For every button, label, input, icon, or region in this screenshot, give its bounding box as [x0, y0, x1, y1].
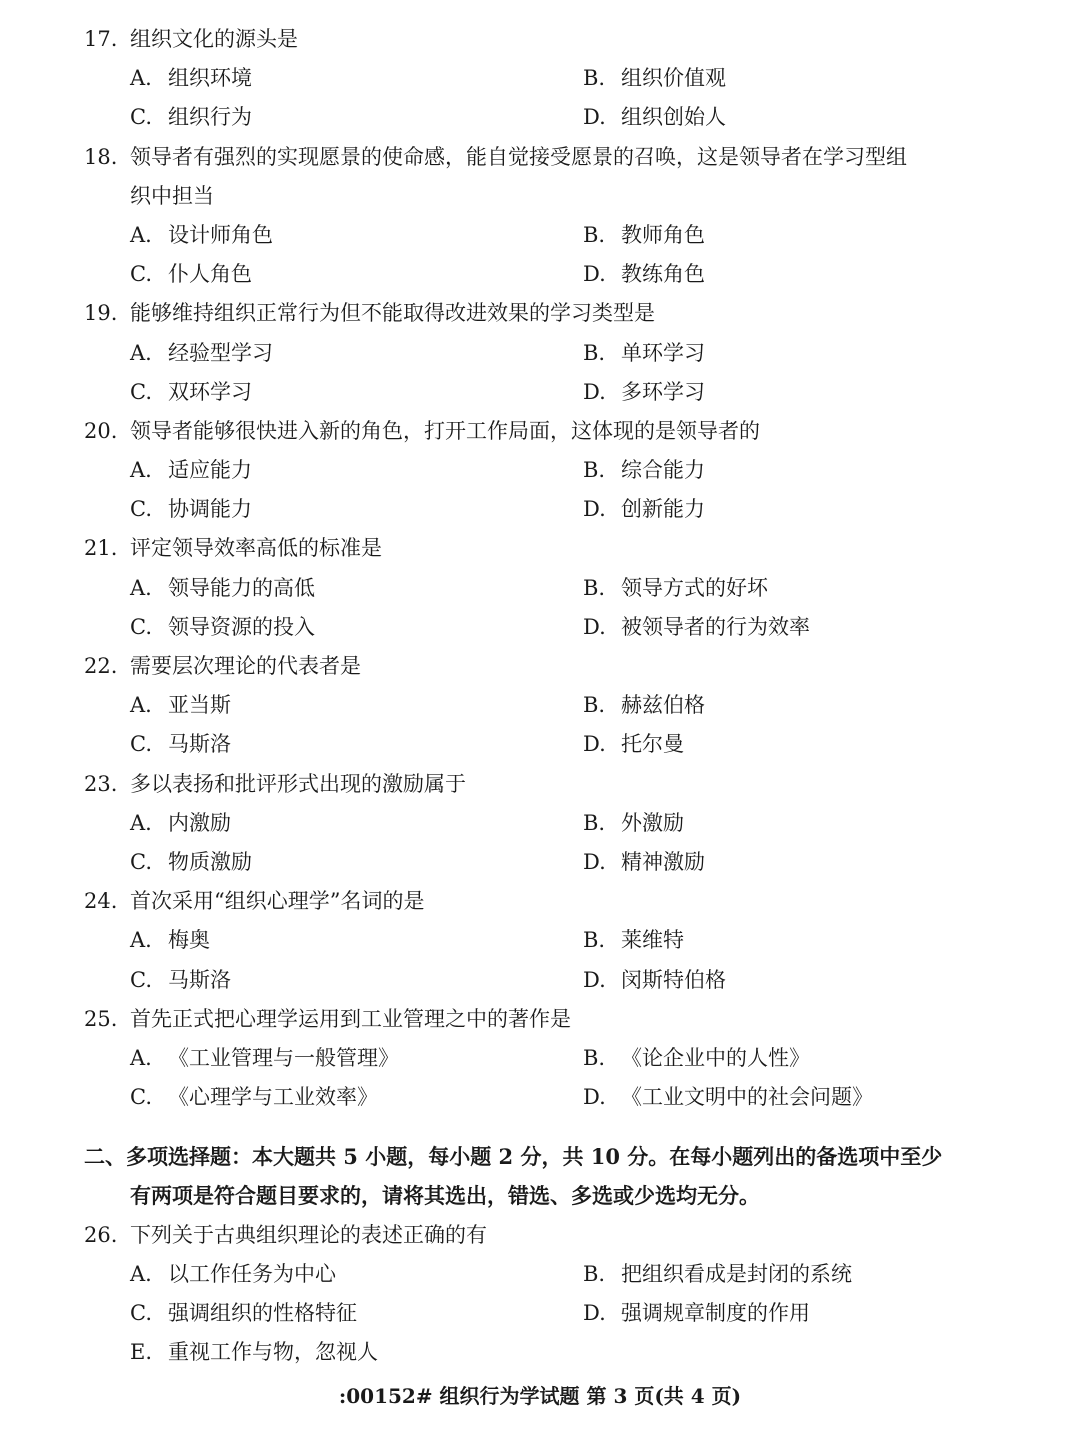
- option-text: 双环学习: [168, 379, 252, 404]
- option-text: 以工作任务为中心: [168, 1261, 336, 1286]
- question-stem: [0, 412, 1080, 451]
- option-label: A.: [130, 693, 152, 718]
- option-text: 组织价值观: [621, 66, 726, 91]
- option-label: D.: [583, 379, 606, 404]
- option-label: C.: [130, 1085, 152, 1110]
- option-a: [130, 216, 273, 255]
- option-text: 闵斯特伯格: [621, 967, 726, 992]
- option-row: [0, 334, 1080, 373]
- option-d: [583, 1294, 810, 1333]
- option-a: [130, 686, 231, 725]
- option-text: 莱维特: [621, 928, 684, 953]
- question-22: [0, 647, 1080, 765]
- option-text: 被领导者的行为效率: [621, 614, 810, 639]
- question-number: 23.: [84, 771, 118, 796]
- option-text: 单环学习: [621, 340, 705, 365]
- option-text: 强调组织的性格特征: [168, 1301, 357, 1325]
- option-text: 外激励: [621, 810, 684, 835]
- option-label: D.: [583, 262, 606, 287]
- option-row: [0, 216, 1080, 255]
- option-text: 把组织看成是封闭的系统: [621, 1261, 852, 1286]
- question-24: [0, 882, 1080, 1000]
- option-label: B.: [583, 340, 606, 365]
- option-label: B.: [583, 1045, 606, 1070]
- option-text: 领导能力的高低: [168, 575, 315, 600]
- question-text: 需要层次理论的代表者是: [130, 654, 361, 678]
- option-label: C.: [130, 379, 152, 404]
- option-text: 组织环境: [168, 66, 252, 91]
- option-row: [0, 1078, 1080, 1117]
- question-number: 19.: [84, 301, 118, 326]
- option-a: [130, 804, 231, 843]
- question-text: 评定领导效率高低的标准是: [130, 536, 382, 561]
- option-label: C.: [130, 849, 152, 874]
- question-text: 首先正式把心理学运用到工业管理之中的著作是: [130, 1006, 571, 1031]
- question-stem: [0, 1216, 1080, 1255]
- option-row: [0, 725, 1080, 764]
- question-stem: [0, 1000, 1080, 1039]
- option-d: [583, 961, 726, 1000]
- option-label: C.: [130, 105, 152, 130]
- option-text: 教练角色: [621, 262, 705, 287]
- question-list: [0, 20, 1080, 1372]
- option-b: [583, 451, 705, 490]
- option-label: A.: [130, 1045, 152, 1070]
- option-label: D.: [583, 105, 606, 130]
- option-d: [583, 490, 705, 529]
- option-a: [130, 1039, 399, 1078]
- option-b: [583, 1255, 852, 1294]
- question-text: 领导者有强烈的实现愿景的使命感，能自觉接受愿景的召唤，这是领导者在学习型组: [130, 144, 907, 169]
- option-text: 托尔曼: [621, 732, 684, 757]
- option-label: A.: [130, 928, 152, 953]
- option-label: B.: [583, 693, 606, 718]
- option-e: [130, 1333, 378, 1372]
- option-c: [130, 608, 315, 647]
- option-c: [130, 98, 252, 137]
- option-row: [0, 1039, 1080, 1078]
- question-stem-continued: [0, 177, 1080, 216]
- option-text: 设计师角色: [168, 222, 273, 247]
- question-text: 织中担当: [130, 183, 214, 208]
- option-b: [583, 921, 684, 960]
- option-row: [0, 59, 1080, 98]
- option-text: 内激励: [168, 810, 231, 835]
- option-b: [583, 334, 705, 373]
- question-25: [0, 1000, 1080, 1118]
- option-text: 《工业管理与一般管理》: [168, 1045, 399, 1070]
- question-number: 25.: [84, 1006, 118, 1031]
- section-heading-line: [0, 1137, 1080, 1176]
- option-b: [583, 216, 705, 255]
- question-stem: [0, 882, 1080, 921]
- question-number: 20.: [84, 418, 118, 443]
- option-d: [583, 98, 726, 137]
- option-row: [0, 843, 1080, 882]
- option-row: [0, 804, 1080, 843]
- option-c: [130, 843, 252, 882]
- option-c: [130, 1078, 378, 1117]
- option-label: D.: [583, 732, 606, 757]
- option-row: [0, 255, 1080, 294]
- option-row: [0, 1294, 1080, 1333]
- option-row: [0, 1333, 1080, 1372]
- option-row: [0, 98, 1080, 137]
- option-text: 精神激励: [621, 849, 705, 874]
- question-number: 24.: [84, 889, 118, 914]
- option-label: B.: [583, 66, 606, 91]
- option-label: D.: [583, 967, 606, 992]
- option-text: 《心理学与工业效率》: [168, 1085, 378, 1110]
- question-number: 26.: [84, 1222, 118, 1247]
- option-label: B.: [583, 458, 606, 483]
- option-label: A.: [130, 575, 152, 600]
- option-label: D.: [583, 849, 606, 874]
- option-a: [130, 451, 252, 490]
- question-stem: [0, 765, 1080, 804]
- question-26: [0, 1216, 1080, 1373]
- option-label: B.: [583, 928, 606, 953]
- option-label: D.: [583, 614, 606, 639]
- option-label: C.: [130, 1301, 152, 1325]
- option-a: [130, 1255, 336, 1294]
- question-text: 能够维持组织正常行为但不能取得改进效果的学习类型是: [130, 301, 655, 326]
- option-d: [583, 725, 684, 764]
- page-footer: :00152# 组织行为学试题 第 3 页(共 4 页): [338, 1384, 742, 1408]
- option-d: [583, 843, 705, 882]
- option-row: [0, 1255, 1080, 1294]
- question-21: [0, 529, 1080, 647]
- option-text: 协调能力: [168, 497, 252, 522]
- option-d: [583, 255, 705, 294]
- option-row: [0, 373, 1080, 412]
- option-b: [583, 59, 726, 98]
- section-gap: [0, 1117, 1080, 1137]
- option-label: A.: [130, 340, 152, 365]
- option-c: [130, 255, 252, 294]
- option-row: [0, 686, 1080, 725]
- question-stem: [0, 20, 1080, 59]
- option-c: [130, 961, 231, 1000]
- option-label: D.: [583, 497, 606, 522]
- option-label: C.: [130, 497, 152, 522]
- option-a: [130, 59, 252, 98]
- option-text: 领导资源的投入: [168, 614, 315, 639]
- option-text: 物质激励: [168, 849, 252, 874]
- option-text: 经验型学习: [168, 340, 273, 365]
- option-text: 多环学习: [621, 379, 705, 404]
- option-d: [583, 1078, 873, 1117]
- option-c: [130, 373, 252, 412]
- option-text: 亚当斯: [168, 693, 231, 718]
- option-text: 马斯洛: [168, 732, 231, 757]
- question-stem: [0, 138, 1080, 177]
- option-label: E.: [130, 1340, 153, 1365]
- option-row: [0, 608, 1080, 647]
- option-text: 创新能力: [621, 497, 705, 522]
- option-c: [130, 725, 231, 764]
- option-label: A.: [130, 66, 152, 91]
- question-18: [0, 138, 1080, 295]
- question-number: 21.: [84, 536, 118, 561]
- option-text: 适应能力: [168, 458, 252, 483]
- option-label: A.: [130, 458, 152, 483]
- option-b: [583, 804, 684, 843]
- option-label: C.: [130, 967, 152, 992]
- option-text: 《论企业中的人性》: [621, 1045, 810, 1070]
- option-label: C.: [130, 614, 152, 639]
- question-stem: [0, 294, 1080, 333]
- question-23: [0, 765, 1080, 883]
- question-19: [0, 294, 1080, 412]
- option-c: [130, 1294, 357, 1333]
- question-number: 22.: [84, 654, 118, 678]
- section-heading-line: [0, 1176, 1080, 1215]
- option-label: A.: [130, 222, 152, 247]
- option-text: 领导方式的好坏: [621, 575, 768, 600]
- section-heading-multiple-choice: [0, 1137, 1080, 1215]
- option-a: [130, 569, 315, 608]
- option-d: [583, 373, 705, 412]
- question-stem: [0, 529, 1080, 568]
- option-b: [583, 569, 768, 608]
- option-text: 重视工作与物，忽视人: [168, 1340, 378, 1365]
- option-text: 教师角色: [621, 222, 705, 247]
- option-row: [0, 569, 1080, 608]
- option-c: [130, 490, 252, 529]
- question-text: 组织文化的源头是: [130, 27, 298, 51]
- option-label: B.: [583, 810, 606, 835]
- option-row: [0, 961, 1080, 1000]
- option-label: B.: [583, 575, 606, 600]
- question-text: 首次采用“组织心理学”名词的是: [130, 889, 425, 914]
- option-d: [583, 608, 810, 647]
- question-number: 17.: [84, 27, 118, 51]
- section-instructions: 有两项是符合题目要求的，请将其选出，错选、多选或少选均无分。: [130, 1183, 760, 1209]
- option-label: A.: [130, 810, 152, 835]
- option-text: 仆人角色: [168, 262, 252, 287]
- option-b: [583, 686, 705, 725]
- question-text: 领导者能够很快进入新的角色，打开工作局面，这体现的是领导者的: [130, 418, 760, 443]
- question-stem: [0, 647, 1080, 686]
- option-text: 马斯洛: [168, 967, 231, 992]
- option-row: [0, 490, 1080, 529]
- question-20: [0, 412, 1080, 530]
- question-text: 下列关于古典组织理论的表述正确的有: [130, 1222, 487, 1247]
- option-text: 《工业文明中的社会问题》: [621, 1085, 873, 1110]
- option-text: 组织创始人: [621, 105, 726, 130]
- option-label: A.: [130, 1261, 152, 1286]
- option-row: [0, 921, 1080, 960]
- option-a: [130, 334, 273, 373]
- option-b: [583, 1039, 810, 1078]
- option-a: [130, 921, 210, 960]
- option-text: 赫兹伯格: [621, 693, 705, 718]
- option-text: 组织行为: [168, 105, 252, 130]
- option-label: D.: [583, 1085, 606, 1110]
- option-label: C.: [130, 732, 152, 757]
- question-text: 多以表扬和批评形式出现的激励属于: [130, 771, 466, 796]
- option-text: 梅奥: [168, 928, 210, 953]
- question-number: 18.: [84, 144, 118, 169]
- option-text: 强调规章制度的作用: [621, 1301, 810, 1325]
- option-label: B.: [583, 222, 606, 247]
- option-text: 综合能力: [621, 458, 705, 483]
- option-label: B.: [583, 1261, 606, 1286]
- option-label: C.: [130, 262, 152, 287]
- option-row: [0, 451, 1080, 490]
- option-label: D.: [583, 1301, 606, 1325]
- section-title: 二、多项选择题：本大题共 5 小题，每小题 2 分，共 10 分。在每小题列出的备选项中至少: [84, 1144, 943, 1170]
- question-17: [0, 20, 1080, 138]
